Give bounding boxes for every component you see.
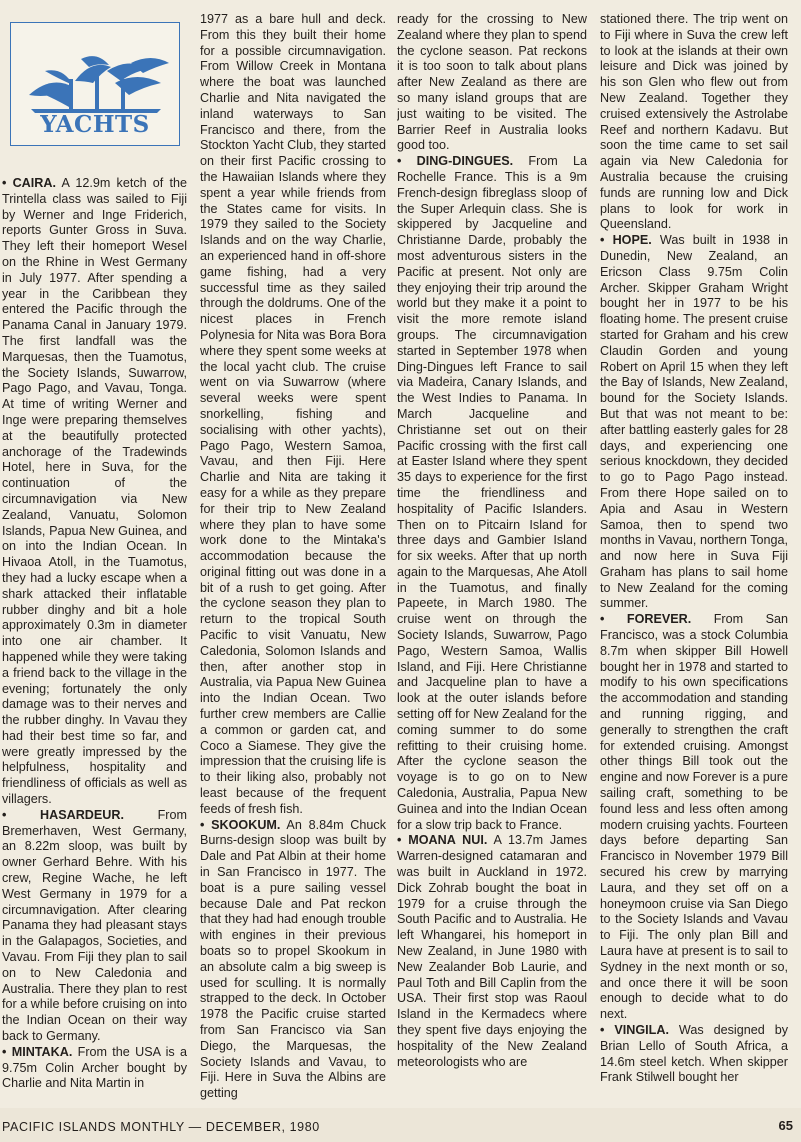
yacht-name: • DING-DINGUES.	[397, 154, 514, 169]
entry-moana-nui	[397, 833, 587, 1070]
entry-text: A 12.9m ketch of the Trintella class was sailed to Fiji by Werner and Inge Friderich, reports Gunter Gross in Suva. They left their homeport Wesel on the Rhine in West Germany in July 1977. After spending a year in the Caribbean they entered the Pacific through the Panama Canal in January 1979. The first landfall was the Marquesas, then the Tuamotus, the Society Islands, Suwarrow, Pago Pago, and Vavau, Tonga. At time of writing Werner and Inge were preparing themselves at the beautifully protected anchorage of the Tradewinds Hotel, here in Suva, for the continuation of the circumnavigation via New Zealand, Vanuatu, Solomon Islands, Papua New Guinea, and on into the Indian Ocean. In Hivaoa Atoll, in the Tuamotus, they had a lucky escape when a shark attacked their inflatable rubber dinghy and bit a hole approximately 0.3m in diameter into one air chamber. It happened while they were taking a friend back to the village in the evening; fortunately the only damage was to their nerves and the rubber dinghy. In Vavau they had their best time so far, and were greatly impressed by the helpfulness, hospitality and friendliness of officials as well as villagers.	[2, 176, 187, 807]
entry-caira	[2, 176, 187, 808]
entry-hope	[600, 233, 788, 612]
entry-text: From San Francisco, was a stock Columbia 8.7m when skipper Bill Howell bought her in 1978 and started to modify to his own specifications the accommodation and standing and running rigging, and generally to strengthen the craft for extended cruising. Amongst other things Bill took out the engine and now Forever is a pure sailing craft, something to be found less and less often among modern cruising yachts. Fourteen days before departing San Francisco in November 1979 Bill secured his crew by marrying Laura, and they set off on a honeymoon cruise via San Diego to the Society Islands and Vavau to Fiji. The only plan Bill and Laura have at present is to sail to Sydney in the next month or so, and once there it will be soon enough to decide what to do next.	[600, 612, 788, 1022]
entry-forever	[600, 612, 788, 1023]
publication-title: PACIFIC ISLANDS MONTHLY — DECEMBER, 1980	[2, 1120, 320, 1134]
page-number: 65	[778, 1118, 793, 1133]
entry-text: From the USA is a 9.75m Colin Archer bought by Charlie and Nita Martin in	[2, 1044, 187, 1091]
article-column-4	[600, 12, 788, 1108]
article-column-1	[2, 176, 187, 1108]
entry-text: A 13.7m James Warren-designed catamaran and was built in Auckland in 1972. Dick Zohrab bought the boat in 1979 for a cruise through the South Pacific and to Australia. He left Whangarei, his homeport in New Zealand, in June 1980 with New Zealander Bob Laurie, and Paul Toth and Bill Caplin from the USA. Their first stop was Raoul Island in the Kermadecs where they spent five days enjoying the hospitality of the New Zealand meteorologists who are	[397, 833, 587, 1069]
entry-moana-nui-continued	[600, 12, 788, 233]
yacht-name: • SKOOKUM.	[200, 817, 281, 832]
article-column-3	[397, 12, 587, 1108]
entry-text: Was built in 1938 in Dunedin, New Zealand, an Ericson Class 9.75m Colin Archer. Skipper Graham Wright bought her in 1977 to be his floating home. The present cruise started for Graham and his crew Claudin Gorden and young Robert on April 15 when they left the Bay of Islands, New Zealand, bound for the Society Islands. But that was not meant to be: after battling easterly gales for 28 days, and experiencing one serious knockdown, they decided to go to Pago Pago instead. From there Hope sailed on to Apia and Asau in Western Samoa, then to spend two months in Vavau, northern Tonga, and now here in Suva Fiji Graham has plans to sail home to New Zealand for the coming summer.	[600, 233, 788, 611]
yacht-name: • HOPE.	[600, 233, 652, 248]
yachts-section-logo	[10, 22, 180, 146]
entry-skookum-continued	[397, 12, 587, 154]
entry-text: From La Rochelle France. This is a 9m French-design fibreglass sloop of the Super Arlequin class. She is skippered by Jacqueline and Christianne Darde, probably the most adventurous sisters in the Pacific at present. Not only are they enjoying their trip around the world but they make it a point to visit the more remote island groups. The circumnavigation started in September 1978 when Ding-Dingues left France to sail via Madeira, Canary Islands, and the West Indies to Panama. In March Jacqueline and Christianne set out on their Pacific crossing with the first call at Easter Island where they spent 35 days to experience for the first time the friendliness and hospitality of Pacific Islanders. Then on to Pitcairn Island for three days and Gambier Island for six weeks. After that up north again to the Marquesas, Ahe Atoll in the Tuamotus, and finally Papeete, in March 1980. The cruise went on through the Society Islands, Suwarrow, Pago Pago, Western Samoa, Wallis Island, and Fiji. Here Christianne and Jacqueline plan to have a look at the outer islands before setting off for New Zealand for the coming summer to do some refitting to their cruising home. After the cyclone season the voyage is to go on to New Caledonia, Australia, Papua New Guinea and into the Indian Ocean for a slow trip back to France.	[397, 154, 587, 832]
yacht-name: • HASARDEUR.	[2, 807, 124, 822]
yacht-name: • VINGILA.	[600, 1023, 669, 1037]
page-footer	[0, 1108, 801, 1142]
entry-text: 1977 as a bare hull and deck. From this they built their home for a possible circumnavigation. From Willow Creek in Montana where the boat was launched Charlie and Nita navigated the inland waterways to San Francisco and there, from the Stockton Yacht Club, they started on their first Pacific crossing to the Hawaiian Islands where they spent a year while friends from the States came for visits. In 1979 they sailed to the Society Islands and on the way Charlie, an experienced hand in off-shore game fishing, had a very successful time as they sailed through the doldrums. One of the nicest places in French Polynesia for Nita was Bora Bora where they spent some weeks at the local yacht club. The cruise went on via Suwarrow (where several weeks were spent snorkelling, fishing and socialising with other yachts), Pago Pago, Western Samoa, Vavau, and then Fiji. Here Charlie and Nita are taking it easy for a while as they prepare for their trip to New Zealand where they plan to have some work done to the Mintaka's accommodation because the original fitting out was done in a bit of a rush to get going. After the cyclone season they plan to return to the tropical South Pacific to visit Vanuatu, New Caledonia, Solomon Islands and then, after another stop in Australia, via Papua New Guinea into the Indian Ocean. Two further crew members are Callie a common or garden cat, and Coco a Siamese. They give the impression that the cruising life is to their liking also, probably not least because of the frequent feeds of fresh fish.	[200, 12, 386, 816]
entry-hasardeur	[2, 808, 187, 1045]
entry-text: Was designed by Brian Lello of South Africa, a 14.6m steel ketch. When skipper Frank Stilwell bought her	[600, 1023, 788, 1085]
entry-skookum	[200, 818, 386, 1102]
section-title: YACHTS	[40, 111, 150, 138]
entry-ding-dingues	[397, 154, 587, 833]
entry-text: stationed there. The trip went on to Fiji where in Suva the crew left to look at the islands at their own leisure and Dick was joined by his son Glen who flew out from New Zealand. Together they cruised extensively the Astrolabe Reef and northern Kadavu. But soon the time came to set sail again via New Caledonia for Australia because the cruising funds are running low and Dick plans to look for work in Queensland.	[600, 12, 788, 232]
yacht-name: • CAIRA.	[2, 176, 56, 190]
entry-text: An 8.84m Chuck Burns-design sloop was built by Dale and Pat Albin at their home in San Francisco in 1977. The boat is a pure sailing vessel because Dale and Pat reckon that they had had enough trouble with engines in their previous boats so to propel Skookum in an absolute calm a big sweep is used for sculling. It is normally strapped to the deck. In October 1978 the Pacific cruise started from San Francisco via San Diego, the Marquesas, the Society Islands and Vavau, to Fiji. Here in Suva the Albins are getting	[200, 817, 386, 1101]
yacht-name: • MINTAKA.	[2, 1044, 73, 1059]
article-column-2	[200, 12, 386, 1108]
entry-vingila	[600, 1023, 788, 1086]
entry-mintaka-continued	[200, 12, 386, 818]
yacht-name: • MOANA NUI.	[397, 833, 488, 848]
yacht-name: • FOREVER.	[600, 612, 692, 627]
entry-text: From Bremerhaven, West Germany, an 8.22m sloop, was built by owner Gerhard Behre. With his crew, Regine Wache, he left West Germany in 1979 for a circumnavigation. After clearing Panama they had pleasant stays in the Galapagos, Societies, and Vavau. From Fiji they plan to sail on to New Caledonia and Australia. There they plan to rest for a while before cruising on into the Indian Ocean on their way back to Germany.	[2, 807, 187, 1044]
entry-text: ready for the crossing to New Zealand where they plan to spend the cyclone season. Pat reckons it is too soon to talk about plans after New Zealand as there are so many island groups that are just waiting to be visited. The Barrier Reef in Australia looks good too.	[397, 12, 587, 153]
entry-mintaka	[2, 1045, 187, 1092]
